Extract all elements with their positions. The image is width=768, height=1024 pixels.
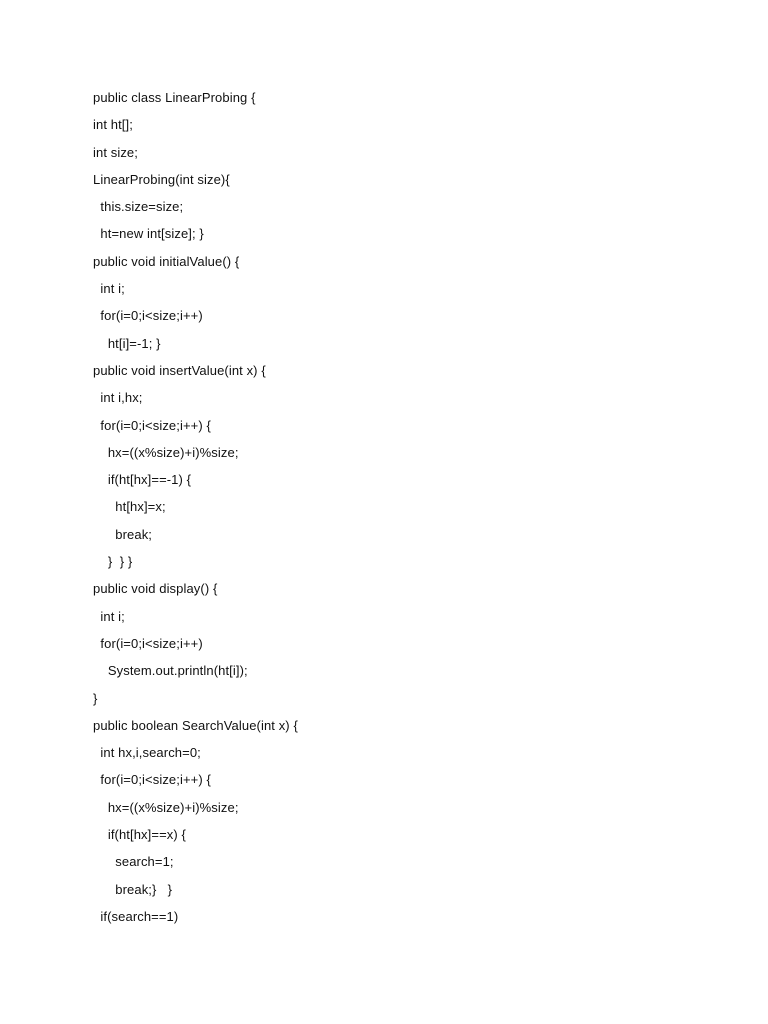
code-line: int i; bbox=[93, 281, 125, 297]
code-line: System.out.println(ht[i]); bbox=[93, 663, 248, 679]
code-line: } } } bbox=[93, 554, 133, 570]
code-listing bbox=[93, 84, 733, 930]
code-line: break;} } bbox=[93, 881, 173, 897]
code-line: break; bbox=[93, 526, 153, 542]
code-line: public class LinearProbing { bbox=[93, 90, 256, 105]
code-line: int i; bbox=[93, 608, 125, 624]
code-line: int size; bbox=[93, 144, 138, 160]
code-line: if(search==1) bbox=[93, 908, 179, 924]
code-line: for(i=0;i<size;i++) bbox=[93, 308, 203, 324]
code-line: if(ht[hx]==-1) { bbox=[93, 472, 192, 488]
code-line: int hx,i,search=0; bbox=[93, 745, 201, 761]
code-line: public void insertValue(int x) { bbox=[93, 362, 266, 378]
code-line: public boolean SearchValue(int x) { bbox=[93, 717, 298, 733]
code-line: ht[i]=-1; } bbox=[93, 335, 161, 351]
code-line: if(ht[hx]==x) { bbox=[93, 827, 186, 843]
code-line: for(i=0;i<size;i++) { bbox=[93, 772, 211, 788]
code-line: int i,hx; bbox=[93, 390, 143, 406]
code-line: LinearProbing(int size){ bbox=[93, 171, 230, 187]
code-line: for(i=0;i<size;i++) { bbox=[93, 417, 211, 433]
code-line: hx=((x%size)+i)%size; bbox=[93, 444, 239, 460]
code-line: public void initialValue() { bbox=[93, 253, 240, 269]
code-line: ht[hx]=x; bbox=[93, 499, 166, 515]
code-line: search=1; bbox=[93, 854, 174, 870]
code-line: this.size=size; bbox=[93, 199, 184, 215]
code-line: for(i=0;i<size;i++) bbox=[93, 635, 203, 651]
code-line: } bbox=[93, 690, 98, 706]
code-line: public void display() { bbox=[93, 581, 218, 597]
code-line: int ht[]; bbox=[93, 117, 133, 133]
code-line: ht=new int[size]; } bbox=[93, 226, 204, 242]
code-line: hx=((x%size)+i)%size; bbox=[93, 799, 239, 815]
